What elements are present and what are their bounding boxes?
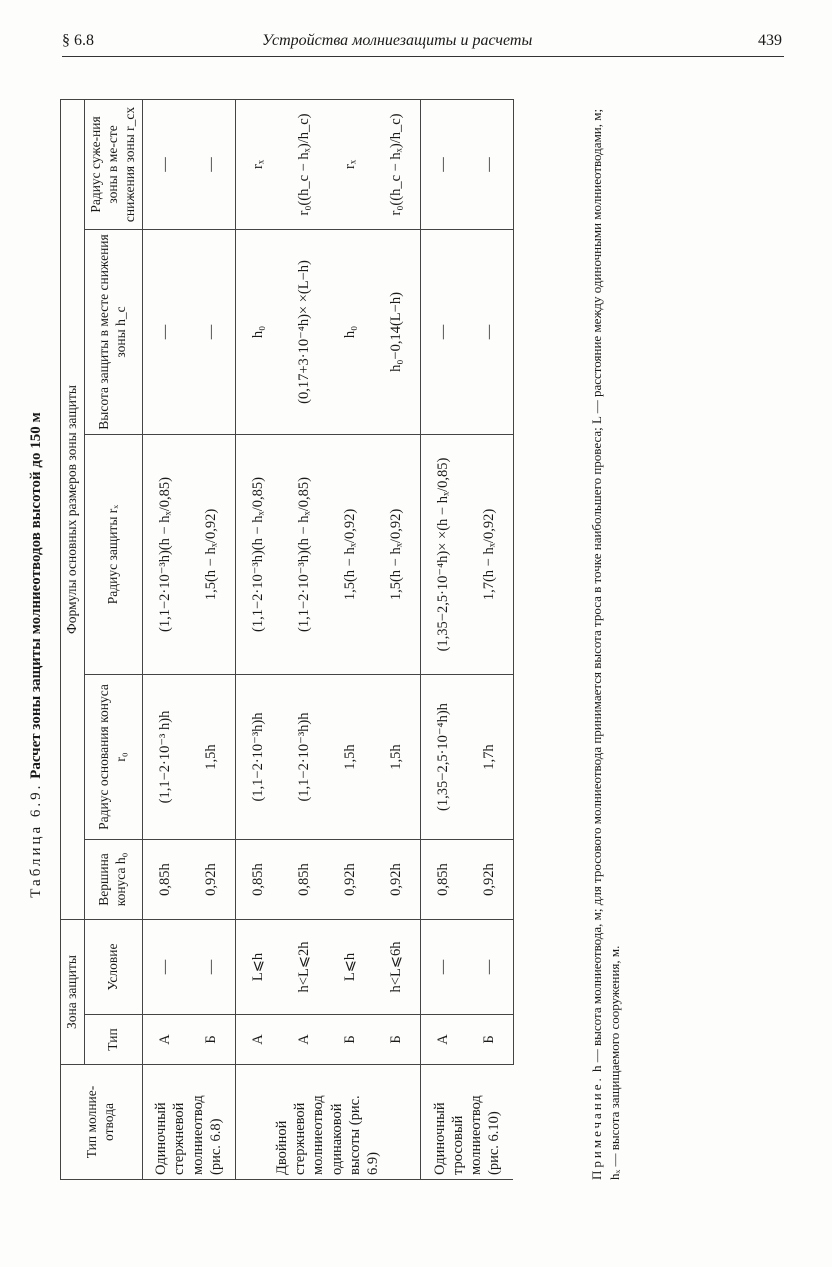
table-row (328, 99, 374, 1179)
rod-type-name: Двойной стержневой молниеотвод одинаковой высоты (рис. 6.9) (235, 1065, 420, 1180)
condition-cell: — (420, 920, 467, 1015)
zone-type-cell: Б (374, 1015, 421, 1065)
header-rule (62, 56, 784, 57)
header-zone-type: Тип (84, 1015, 142, 1065)
header-rx: Радиус защиты rₓ (84, 435, 142, 675)
h0-cell: 0,85h (235, 840, 282, 920)
rcx-cell: rₓ (328, 99, 374, 229)
r0-cell: 1,5h (374, 675, 421, 840)
zone-type-cell: А (420, 1015, 467, 1065)
header-rcx: Радиус суже-ния зоны в ме-сте снижения зоны r_cx (84, 99, 142, 229)
zone-type-cell: Б (467, 1015, 514, 1065)
rcx-cell: r₀((h_c − hₓ)/h_c) (282, 99, 328, 229)
header-type: Тип молние-отвода (61, 1065, 143, 1180)
hc-cell: — (142, 230, 189, 435)
r0-cell: (1,1−2·10⁻³h)h (282, 675, 328, 840)
r0-cell: (1,1−2·10⁻³h)h (235, 675, 282, 840)
rx-cell: 1,5(h − hₓ/0,92) (189, 435, 236, 675)
rcx-cell: — (142, 99, 189, 229)
h0-cell: 0,85h (282, 840, 328, 920)
header-hc: Высота защиты в месте снижения зоны h_c (84, 230, 142, 435)
rcx-cell: — (467, 99, 514, 229)
condition-cell: — (142, 920, 189, 1015)
h0-cell: 0,92h (328, 840, 374, 920)
header-r0: Радиус основания конуса r₀ (84, 675, 142, 840)
hc-cell: h₀ (235, 230, 282, 435)
h0-cell: 0,92h (189, 840, 236, 920)
hc-cell: — (420, 230, 467, 435)
rx-cell: (1,1−2·10⁻³h)(h − hₓ/0,85) (142, 435, 189, 675)
page-number: 439 (758, 32, 782, 49)
rx-cell: 1,7(h − hₓ/0,92) (467, 435, 514, 675)
running-title: Устройства молниезащиты и расчеты (262, 32, 533, 49)
table-caption (28, 80, 45, 1230)
rcx-cell: r₀((h_c − hₓ)/h_c) (374, 99, 421, 229)
zone-type-cell: А (142, 1015, 189, 1065)
rcx-cell: — (189, 99, 236, 229)
hc-cell: h₀−0,14(L−h) (374, 230, 421, 435)
table-row (189, 99, 236, 1179)
table-row (282, 99, 328, 1179)
hc-cell: — (189, 230, 236, 435)
section-number: § 6.8 (62, 32, 94, 49)
caption-prefix: Таблица 6.9. (28, 782, 44, 898)
zone-type-cell: Б (328, 1015, 374, 1065)
h0-cell: 0,92h (374, 840, 421, 920)
condition-cell: L⩽h (235, 920, 282, 1015)
zone-type-cell: А (282, 1015, 328, 1065)
h0-cell: 0,85h (420, 840, 467, 920)
table-row (420, 99, 467, 1179)
header-h0: Вершина конуса h₀ (84, 840, 142, 920)
condition-cell: L⩽h (328, 920, 374, 1015)
condition-cell: h<L⩽2h (282, 920, 328, 1015)
rx-cell: 1,5(h − hₓ/0,92) (374, 435, 421, 675)
table-row (235, 99, 282, 1179)
hc-cell: — (467, 230, 514, 435)
header-condition: Условие (84, 920, 142, 1015)
table-row (467, 99, 514, 1179)
header-formulas-group: Формулы основных размеров зоны защиты (61, 99, 85, 919)
rod-type-name: Одиночный тросовый молниеотвод (рис. 6.10) (420, 1065, 513, 1180)
r0-cell: 1,7h (467, 675, 514, 840)
h0-cell: 0,92h (467, 840, 514, 920)
caption-title: Расчет зоны защиты молниеотводов высотой до 150 м (28, 412, 44, 779)
note-label: Примечание. (589, 1075, 604, 1180)
r0-cell: 1,5h (189, 675, 236, 840)
hc-cell: h₀ (328, 230, 374, 435)
hc-cell: (0,17+3·10⁻⁴h)× ×(L−h) (282, 230, 328, 435)
r0-cell: (1,1−2·10⁻³ h)h (142, 675, 189, 840)
zone-type-cell: А (235, 1015, 282, 1065)
rcx-cell: — (420, 99, 467, 229)
condition-cell: h<L⩽6h (374, 920, 421, 1015)
table-note (588, 100, 623, 1180)
condition-cell: — (467, 920, 514, 1015)
table-row (142, 99, 189, 1179)
rx-cell: (1,1−2·10⁻³h)(h − hₓ/0,85) (235, 435, 282, 675)
page-header (62, 30, 782, 54)
header-zone-group: Зона защиты (61, 920, 85, 1065)
zone-type-cell: Б (189, 1015, 236, 1065)
note-text: h — высота молниеотвода, м; для тросового молниеотвода принимается высота троса в точке наибольшего провеса; L — расстояние между одиночными молниеотводами, м; hₓ — высота защищаемого сооружения, м. (589, 108, 622, 1180)
r0-cell: 1,5h (328, 675, 374, 840)
condition-cell: — (189, 920, 236, 1015)
rotated-table-block (28, 80, 648, 1230)
protection-zone-table (60, 99, 514, 1180)
rx-cell: (1,35−2,5·10⁻⁴h)× ×(h − hₓ/0,85) (420, 435, 467, 675)
rx-cell: (1,1−2·10⁻³h)(h − hₓ/0,85) (282, 435, 328, 675)
r0-cell: (1,35−2,5·10⁻⁴h)h (420, 675, 467, 840)
rx-cell: 1,5(h − hₓ/0,92) (328, 435, 374, 675)
h0-cell: 0,85h (142, 840, 189, 920)
table-row (374, 99, 421, 1179)
rcx-cell: rₓ (235, 99, 282, 229)
rod-type-name: Одиночный стержневой молниеотвод (рис. 6.8) (142, 1065, 235, 1180)
